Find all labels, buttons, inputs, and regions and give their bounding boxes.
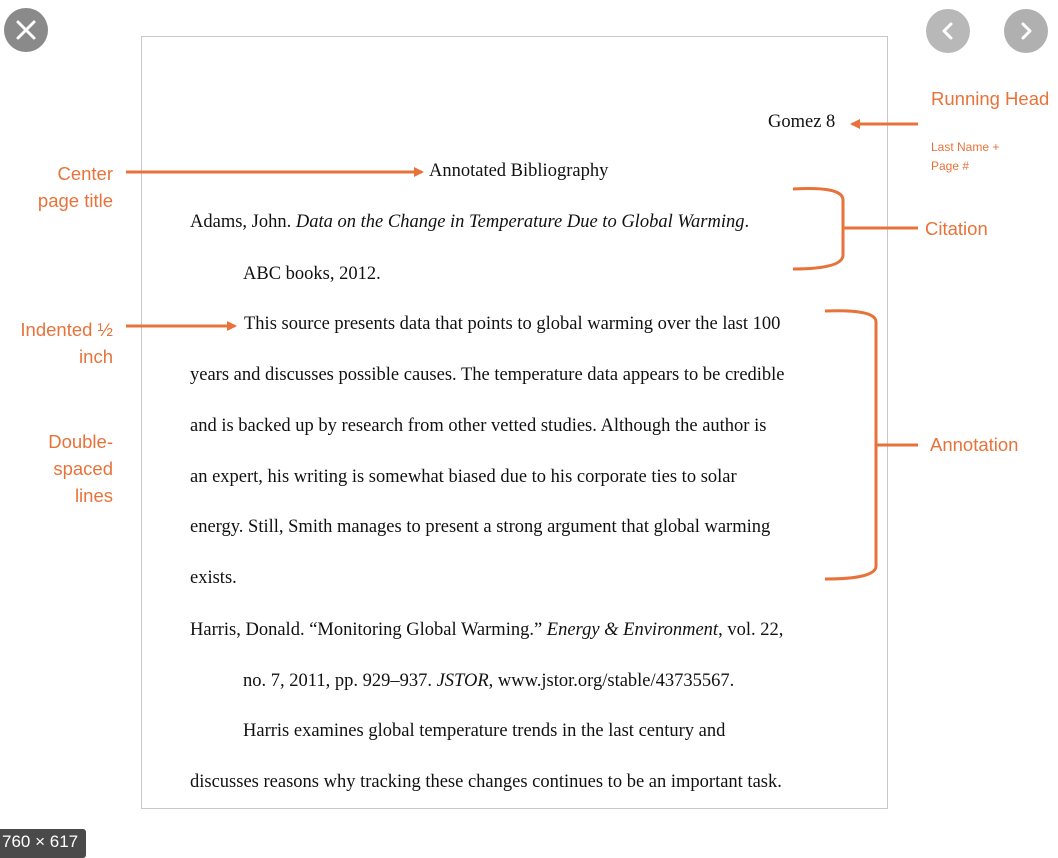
running-head-text: Gomez 8: [768, 112, 836, 132]
annotation-1-line-5: energy. Still, Smith manages to present a strong argument that global warming: [190, 517, 771, 537]
chevron-right-icon: [1016, 21, 1036, 41]
annotation-1-line-4: an expert, his writing is somewhat biased due to his corporate ties to solar: [190, 467, 737, 487]
citation-1-line-2: ABC books, 2012.: [243, 264, 381, 284]
annotation-1-line-2: years and discusses possible causes. The temperature data appears to be credible: [190, 365, 785, 385]
label-double-spaced: Double-spaced lines: [48, 431, 113, 506]
annotation-1-line-3: and is backed up by research from other vetted studies. Although the author is: [190, 416, 767, 436]
annotation-2-line-1: Harris examines global temperature trends in the last century and: [243, 721, 726, 741]
chevron-left-icon: [938, 21, 958, 41]
annotation-1-line-6: exists.: [190, 568, 237, 588]
citation-2-line-1: Harris, Donald. “Monitoring Global Warming.” Energy & Environment, vol. 22,: [190, 620, 784, 640]
page-title: Annotated Bibliography: [429, 161, 609, 181]
next-image-button[interactable]: [1004, 9, 1048, 53]
label-running-head: Running Head: [931, 88, 1050, 109]
close-button[interactable]: [4, 8, 48, 52]
label-indented: Indented ½ inch: [20, 319, 113, 367]
annotation-2-line-2: discusses reasons why tracking these changes continues to be an important task.: [190, 772, 782, 792]
label-center-title: Center page title: [37, 163, 113, 211]
previous-image-button[interactable]: [926, 9, 970, 53]
label-annotation: Annotation: [930, 434, 1019, 455]
image-size-badge: 760 × 617: [0, 829, 86, 858]
label-running-head-note: Last Name + Page #: [931, 140, 1000, 173]
citation-1-line-1: Adams, John. Data on the Change in Temperature Due to Global Warming.: [190, 212, 750, 232]
citation-2-line-2: no. 7, 2011, pp. 929–937. JSTOR, www.jstor.org/stable/43735567.: [243, 671, 735, 691]
annotation-1-line-1: This source presents data that points to global warming over the last 100: [244, 314, 781, 334]
label-citation: Citation: [925, 218, 988, 239]
close-icon: [15, 19, 37, 41]
